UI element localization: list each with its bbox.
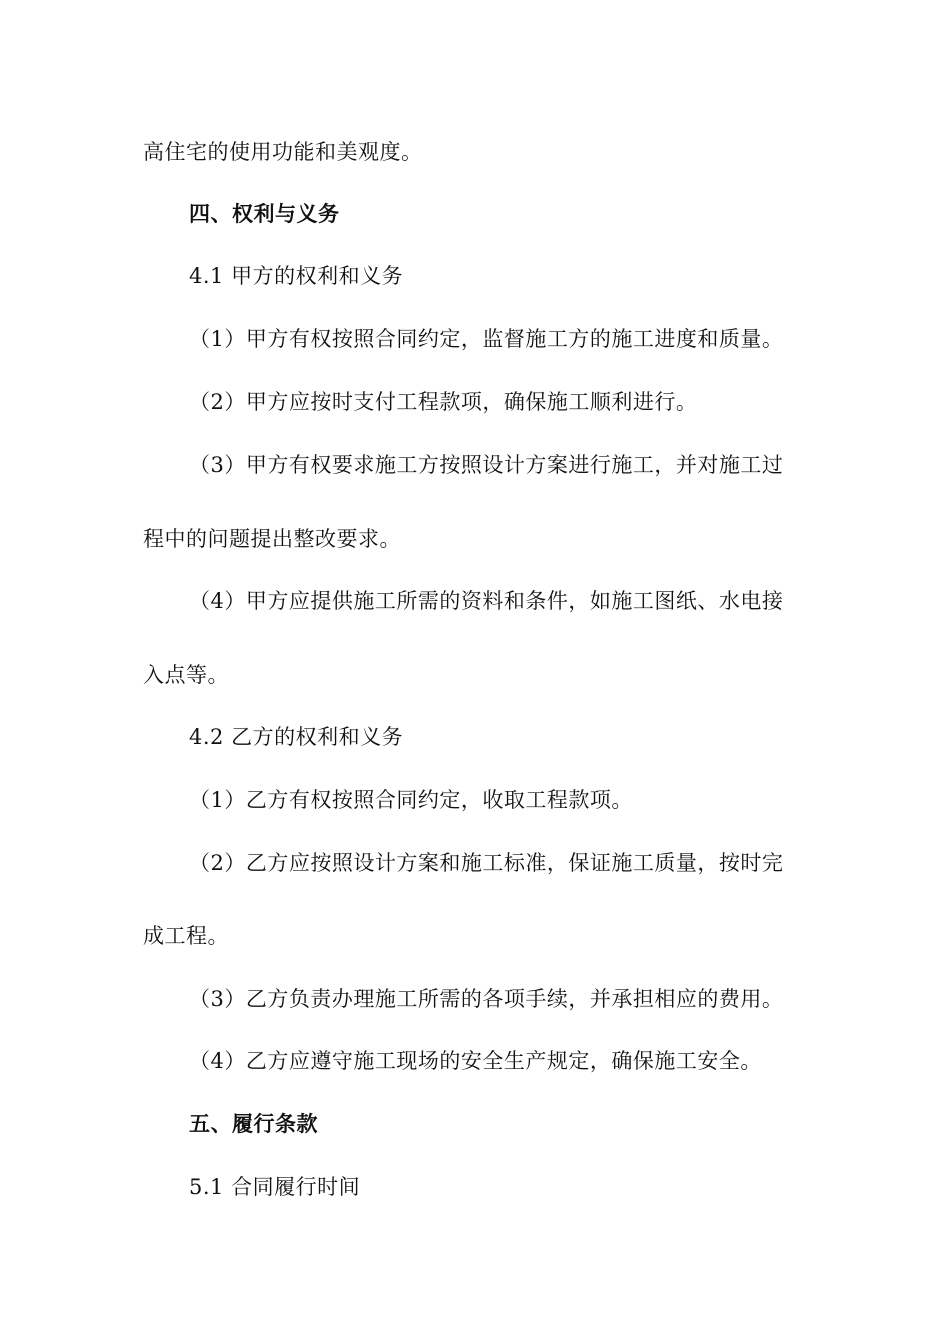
subsection-heading-performance-time: 5.1 合同履行时间: [189, 1175, 361, 1199]
paragraph-continuation: 高住宅的使用功能和美观度。: [143, 140, 423, 164]
clause-party-a-1: （1）甲方有权按照合同约定，监督施工方的施工进度和质量。: [189, 327, 784, 351]
subsection-heading-party-b: 4.2 乙方的权利和义务: [189, 725, 404, 749]
section-heading-rights-obligations: 四、权利与义务: [189, 201, 340, 226]
clause-party-a-2: （2）甲方应按时支付工程款项，确保施工顺利进行。: [189, 390, 698, 414]
clause-party-b-2-continuation: 成工程。: [143, 924, 229, 948]
clause-party-a-3-continuation: 程中的问题提出整改要求。: [143, 527, 401, 551]
clause-party-a-3: （3）甲方有权要求施工方按照设计方案进行施工，并对施工过: [189, 453, 784, 477]
clause-party-b-4: （4）乙方应遵守施工现场的安全生产规定，确保施工安全。: [189, 1049, 762, 1073]
clause-party-a-4-continuation: 入点等。: [143, 663, 229, 687]
clause-party-a-4: （4）甲方应提供施工所需的资料和条件，如施工图纸、水电接: [189, 589, 784, 613]
clause-party-b-1: （1）乙方有权按照合同约定，收取工程款项。: [189, 788, 633, 812]
section-heading-performance: 五、履行条款: [189, 1111, 318, 1136]
clause-party-b-2: （2）乙方应按照设计方案和施工标准，保证施工质量，按时完: [189, 851, 784, 875]
clause-party-b-3: （3）乙方负责办理施工所需的各项手续，并承担相应的费用。: [189, 987, 784, 1011]
subsection-heading-party-a: 4.1 甲方的权利和义务: [189, 264, 404, 288]
